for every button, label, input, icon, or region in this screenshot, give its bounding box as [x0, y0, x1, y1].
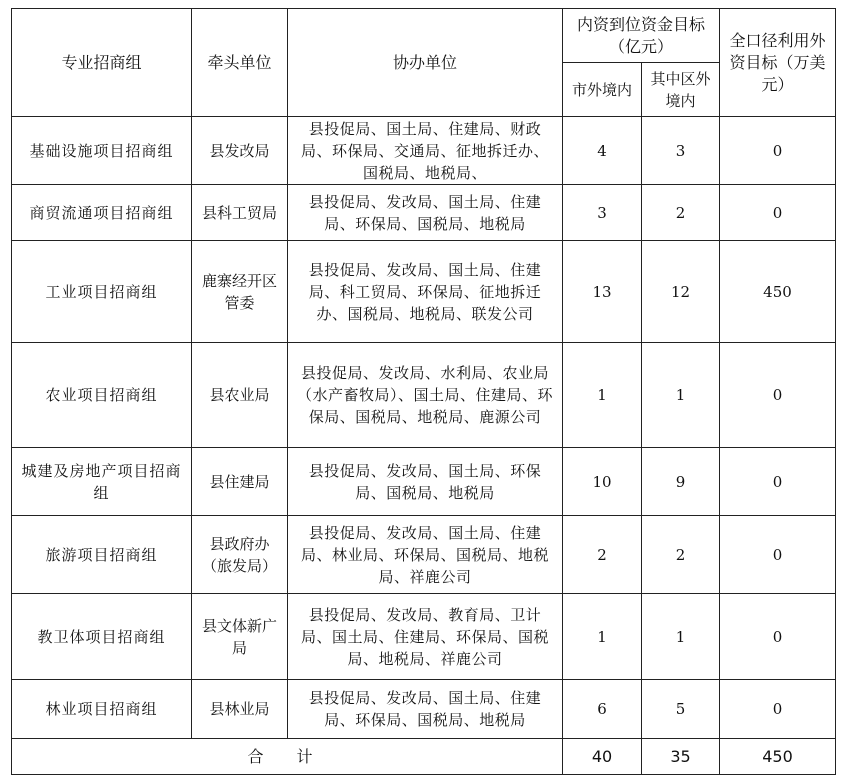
group-cell: 旅游项目招商组 — [12, 516, 192, 594]
value-foreign: 0 — [720, 594, 836, 680]
value-outside-city: 13 — [563, 241, 642, 343]
total-foreign: 450 — [720, 739, 836, 775]
value-outside-district: 9 — [642, 448, 720, 516]
value-foreign: 0 — [720, 185, 836, 241]
header-group: 专业招商组 — [12, 9, 192, 117]
table-row — [12, 516, 836, 594]
assist-cell: 县投促局、发改局、教育局、卫计局、国土局、住建局、环保局、国税局、地税局、祥鹿公司 — [288, 594, 563, 680]
value-outside-city: 6 — [563, 680, 642, 739]
assist-cell: 县投促局、发改局、国土局、住建局、环保局、国税局、地税局 — [288, 185, 563, 241]
lead-cell: 县发改局 — [192, 117, 288, 185]
group-cell: 工业项目招商组 — [12, 241, 192, 343]
group-cell: 商贸流通项目招商组 — [12, 185, 192, 241]
group-cell: 基础设施项目招商组 — [12, 117, 192, 185]
assist-cell: 县投促局、发改局、国土局、住建局、林业局、环保局、国税局、地税局、祥鹿公司 — [288, 516, 563, 594]
assist-cell: 县投促局、发改局、国土局、住建局、环保局、国税局、地税局 — [288, 680, 563, 739]
lead-cell: 县林业局 — [192, 680, 288, 739]
value-foreign: 0 — [720, 117, 836, 185]
table-row — [12, 241, 836, 343]
value-outside-district: 12 — [642, 241, 720, 343]
lead-cell: 县住建局 — [192, 448, 288, 516]
value-outside-city: 1 — [563, 594, 642, 680]
lead-cell: 县文体新广局 — [192, 594, 288, 680]
group-cell: 教卫体项目招商组 — [12, 594, 192, 680]
value-outside-city: 1 — [563, 343, 642, 448]
value-outside-city: 10 — [563, 448, 642, 516]
header-domestic: 内资到位资金目标（亿元） — [563, 9, 720, 63]
lead-cell: 县政府办（旅发局） — [192, 516, 288, 594]
investment-table — [11, 8, 836, 775]
value-outside-district: 2 — [642, 185, 720, 241]
lead-cell: 县农业局 — [192, 343, 288, 448]
value-foreign: 0 — [720, 448, 836, 516]
header-row-1 — [12, 9, 836, 63]
value-outside-district: 3 — [642, 117, 720, 185]
table-row — [12, 594, 836, 680]
header-domestic-outside-city: 市外境内 — [563, 63, 642, 117]
table-row — [12, 185, 836, 241]
group-cell: 农业项目招商组 — [12, 343, 192, 448]
total-outside-district: 35 — [642, 739, 720, 775]
lead-cell: 县科工贸局 — [192, 185, 288, 241]
assist-cell: 县投促局、国土局、住建局、财政局、环保局、交通局、征地拆迁办、国税局、地税局、 — [288, 117, 563, 185]
value-outside-city: 3 — [563, 185, 642, 241]
value-outside-city: 2 — [563, 516, 642, 594]
value-outside-district: 5 — [642, 680, 720, 739]
total-label: 合 计 — [12, 739, 563, 775]
table-row — [12, 117, 836, 185]
table-row — [12, 448, 836, 516]
assist-cell: 县投促局、发改局、国土局、住建局、科工贸局、环保局、征地拆迁办、国税局、地税局、联发公司 — [288, 241, 563, 343]
header-foreign: 全口径利用外资目标（万美元） — [720, 9, 836, 117]
value-outside-district: 2 — [642, 516, 720, 594]
header-lead: 牵头单位 — [192, 9, 288, 117]
header-domestic-outside-district: 其中区外境内 — [642, 63, 720, 117]
value-foreign: 0 — [720, 516, 836, 594]
group-cell: 城建及房地产项目招商组 — [12, 448, 192, 516]
assist-cell: 县投促局、发改局、水利局、农业局（水产畜牧局）、国土局、住建局、环保局、国税局、地税局、鹿源公司 — [288, 343, 563, 448]
value-outside-city: 4 — [563, 117, 642, 185]
lead-cell: 鹿寨经开区管委 — [192, 241, 288, 343]
value-outside-district: 1 — [642, 594, 720, 680]
total-outside-city: 40 — [563, 739, 642, 775]
table-row — [12, 680, 836, 739]
table-row — [12, 343, 836, 448]
assist-cell: 县投促局、发改局、国土局、环保局、国税局、地税局 — [288, 448, 563, 516]
header-assist: 协办单位 — [288, 9, 563, 117]
value-outside-district: 1 — [642, 343, 720, 448]
total-row — [12, 739, 836, 775]
value-foreign: 450 — [720, 241, 836, 343]
value-foreign: 0 — [720, 343, 836, 448]
value-foreign: 0 — [720, 680, 836, 739]
group-cell: 林业项目招商组 — [12, 680, 192, 739]
